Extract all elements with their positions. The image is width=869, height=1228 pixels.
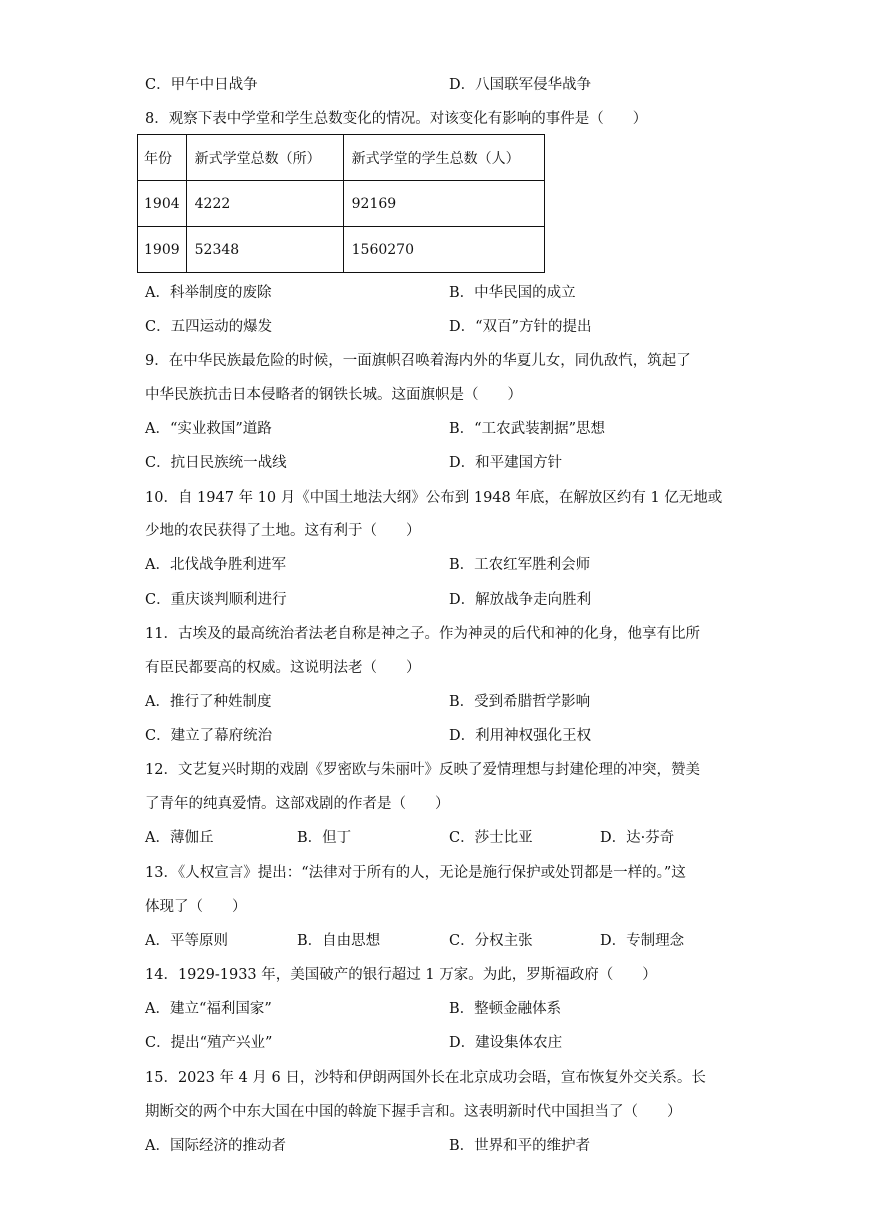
q8-stem: 8．观察下表中学堂和学生总数变化的情况。对该变化有影响的事件是（ ） (145, 111, 648, 127)
q9-option-d[interactable]: D．和平建国方针 (449, 455, 563, 471)
q8-option-b[interactable]: B．中华民国的成立 (449, 285, 576, 301)
q14-option-c[interactable]: C．提出“殖产兴业” (145, 1035, 273, 1051)
table-row (138, 181, 545, 227)
q12-stem-line2: 了青年的纯真爱情。这部戏剧的作者是（ ） (145, 796, 450, 812)
q9-option-c[interactable]: C．抗日民族统一战线 (145, 455, 287, 471)
q11-option-b[interactable]: B．受到希腊哲学影响 (449, 694, 591, 710)
q13-stem-line1: 13．《人权宣言》提出：“法律对于所有的人，无论是施行保护或处罚都是一样的。”这 (145, 865, 686, 881)
q11-stem-line2: 有臣民都要高的权威。这说明法老（ ） (145, 660, 421, 676)
table-header-cell: 新式学堂总数（所） (186, 135, 343, 181)
q10-stem-line1: 10．自 1947 年 10 月《中国土地法大纲》公布到 1948 年底，在解放区约有 1 亿无地或 (145, 490, 723, 506)
q7-option-d[interactable]: D．八国联军侵华战争 (449, 77, 592, 93)
q10-option-b[interactable]: B．工农红军胜利会师 (449, 557, 591, 573)
q13-option-c[interactable]: C．分权主张 (449, 933, 533, 949)
q8-option-c[interactable]: C．五四运动的爆发 (145, 319, 273, 335)
table-cell: 52348 (186, 227, 343, 273)
q14-stem: 14．1929-1933 年，美国破产的银行超过 1 万家。为此，罗斯福政府（ ） (145, 967, 657, 983)
q13-option-a[interactable]: A．平等原则 (145, 933, 228, 949)
q10-option-a[interactable]: A．北伐战争胜利进军 (145, 557, 286, 573)
table-cell: 92169 (343, 181, 544, 227)
q10-option-d[interactable]: D．解放战争走向胜利 (449, 592, 592, 608)
table-header-row (138, 135, 545, 181)
q15-option-b[interactable]: B．世界和平的维护者 (449, 1138, 591, 1154)
q12-option-b[interactable]: B．但丁 (297, 830, 352, 846)
q11-option-c[interactable]: C．建立了幕府统治 (145, 728, 273, 744)
q13-stem-line2: 体现了（ ） (145, 899, 247, 915)
q9-stem-line1: 9．在中华民族最危险的时候，一面旗帜召唤着海内外的华夏儿女，同仇敌忾，筑起了 (145, 353, 691, 369)
q9-option-b[interactable]: B．“工农武装割据”思想 (449, 421, 605, 437)
q8-option-d[interactable]: D．“双百”方针的提出 (449, 319, 592, 335)
q12-stem-line1: 12．文艺复兴时期的戏剧《罗密欧与朱丽叶》反映了爱情理想与封建伦理的冲突，赞美 (145, 762, 700, 778)
table-cell: 1904 (138, 181, 187, 227)
table-cell: 4222 (186, 181, 343, 227)
table-header-cell: 年份 (138, 135, 187, 181)
q11-option-a[interactable]: A．推行了种姓制度 (145, 694, 272, 710)
q10-option-c[interactable]: C．重庆谈判顺利进行 (145, 592, 287, 608)
q12-option-a[interactable]: A．薄伽丘 (145, 830, 214, 846)
q15-stem-line2: 期断交的两个中东大国在中国的斡旋下握手言和。这表明新时代中国担当了（ ） (145, 1104, 682, 1120)
q8-data-table (137, 134, 545, 273)
q11-option-d[interactable]: D．利用神权强化王权 (449, 728, 592, 744)
q14-option-d[interactable]: D．建设集体农庄 (449, 1035, 563, 1051)
q11-stem-line1: 11．古埃及的最高统治者法老自称是神之子。作为神灵的后代和神的化身，他享有比所 (145, 626, 700, 642)
q14-option-b[interactable]: B．整顿金融体系 (449, 1001, 562, 1017)
q13-option-d[interactable]: D．专制理念 (600, 933, 685, 949)
table-header-cell: 新式学堂的学生总数（人） (343, 135, 544, 181)
q12-option-c[interactable]: C．莎士比亚 (449, 830, 533, 846)
q15-stem-line1: 15．2023 年 4 月 6 日，沙特和伊朗两国外长在北京成功会晤，宣布恢复外交关系。长 (145, 1070, 706, 1086)
table-row (138, 227, 545, 273)
q10-stem-line2: 少地的农民获得了土地。这有利于（ ） (145, 523, 421, 539)
q7-option-c[interactable]: C．甲午中日战争 (145, 77, 258, 93)
q15-option-a[interactable]: A．国际经济的推动者 (145, 1138, 286, 1154)
q13-option-b[interactable]: B．自由思想 (297, 933, 381, 949)
q9-option-a[interactable]: A．“实业救国”道路 (145, 421, 272, 437)
table-cell: 1909 (138, 227, 187, 273)
q12-option-d[interactable]: D．达·芬奇 (600, 830, 675, 846)
table-cell: 1560270 (343, 227, 544, 273)
q9-stem-line2: 中华民族抗击日本侵略者的钢铁长城。这面旗帜是（ ） (145, 387, 522, 403)
q8-option-a[interactable]: A．科举制度的废除 (145, 285, 272, 301)
q14-option-a[interactable]: A．建立“福利国家” (145, 1001, 272, 1017)
